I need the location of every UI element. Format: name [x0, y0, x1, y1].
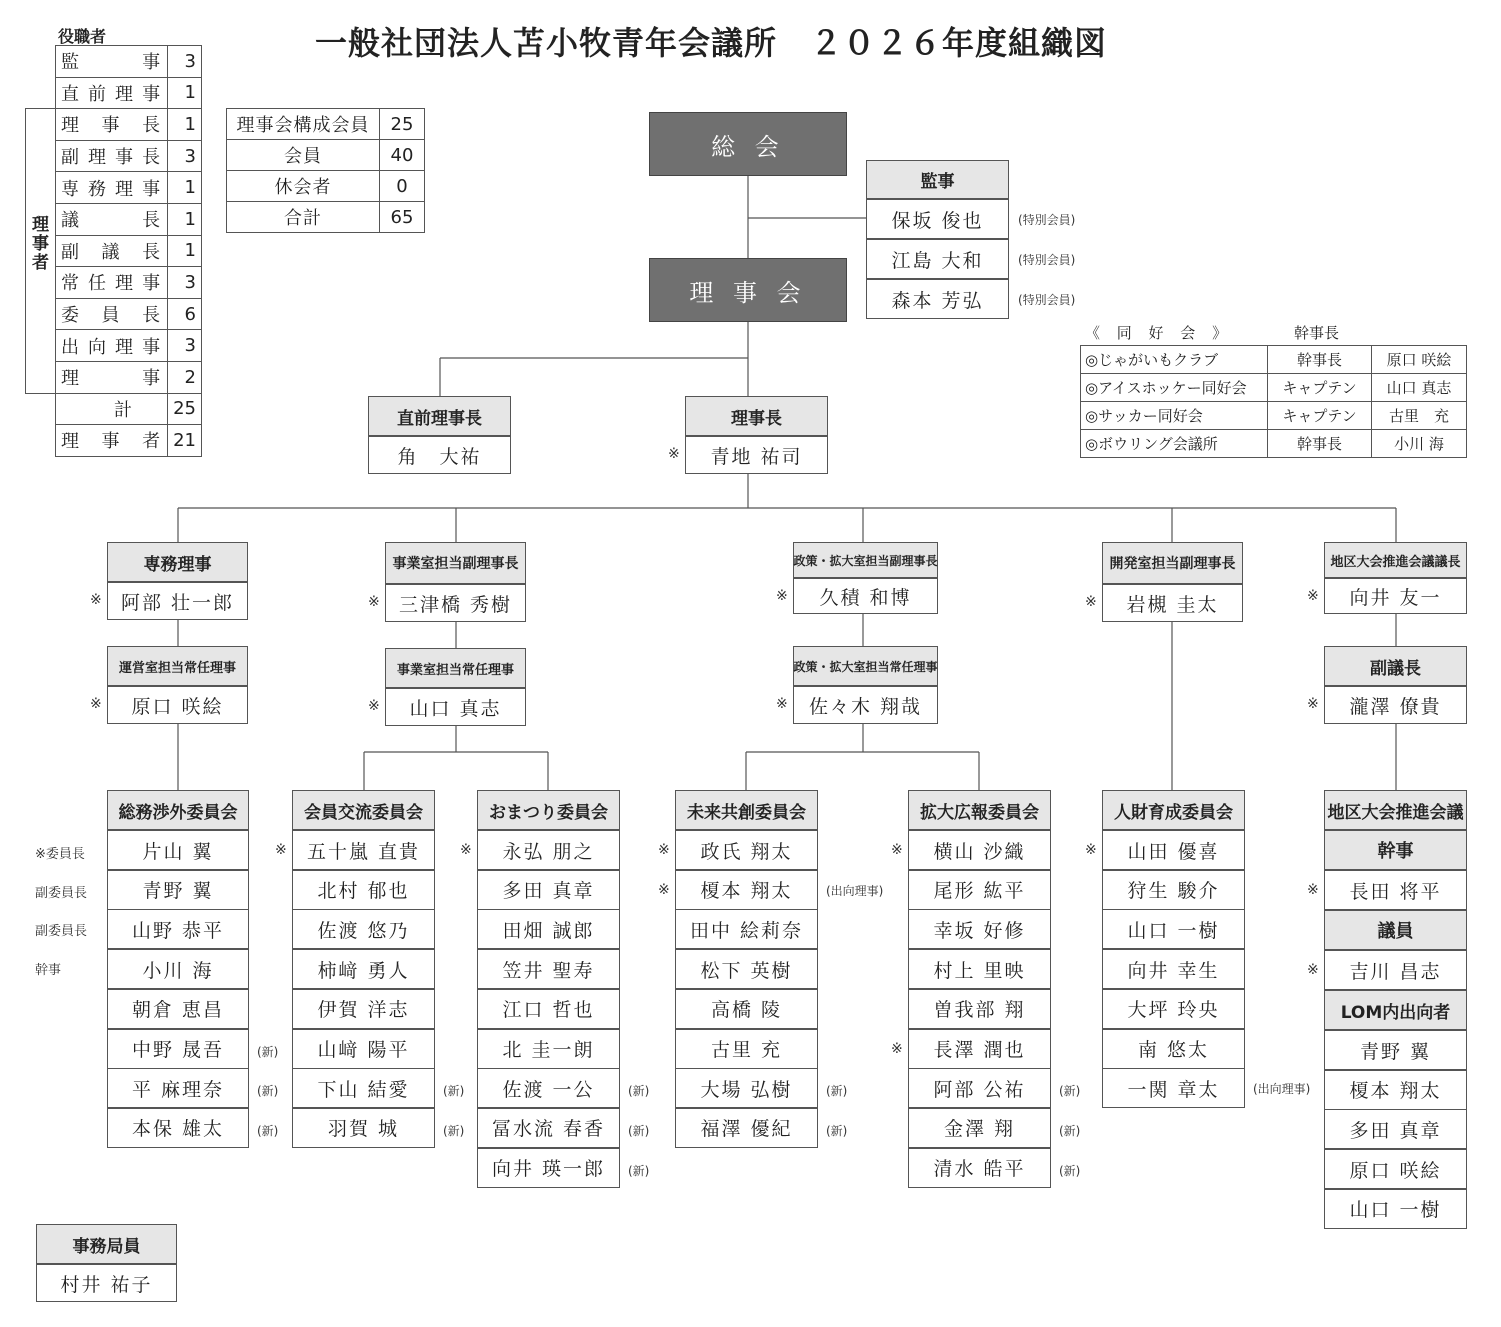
committee-role-label: 幹事: [35, 962, 62, 978]
committee-member: 幸坂 好修: [908, 909, 1051, 949]
annotation-note: (新): [628, 1123, 650, 1138]
roles-row: [56, 203, 202, 235]
committee-member: 山田 優喜: [1102, 830, 1245, 870]
committee-member: 本保 雄太: [107, 1108, 249, 1148]
club-name: ◎じゃがいもクラブ: [1081, 346, 1268, 374]
roles-caption: 役職者: [58, 27, 107, 46]
committee-member: 冨水流 春香: [477, 1108, 620, 1148]
members-table: [226, 108, 425, 233]
annotation-note: (出向理事): [1253, 1082, 1311, 1097]
annotation-note: (新): [826, 1123, 848, 1138]
club-role: キャプテン: [1268, 402, 1372, 430]
chairperson-mark: ※: [891, 1040, 903, 1057]
committee-member: 村上 里映: [908, 949, 1051, 989]
annotation-note: (新): [628, 1084, 650, 1099]
roles-value: 21: [168, 425, 202, 457]
special-member-note: (特別会員): [1018, 293, 1076, 307]
roles-row: [56, 235, 202, 267]
committee-role-label: ※委員長: [35, 847, 85, 862]
col2-sub-header: 事業室担当常任理事: [385, 648, 526, 688]
roles-value: 1: [168, 77, 202, 109]
chairperson-mark: ※: [460, 842, 472, 858]
committee-member: 阿部 公祐: [908, 1068, 1051, 1108]
roles-value: 3: [168, 267, 202, 299]
committee-header: 未来共創委員会: [675, 790, 818, 830]
chairperson-mark: ※: [658, 881, 670, 898]
committee-member: 佐渡 一公: [477, 1068, 620, 1108]
roles-label: 議長: [56, 203, 168, 235]
roles-row: [56, 298, 202, 330]
col3-sub-header: 政策・拡大室担当常任理事: [793, 646, 938, 686]
committee-member: 松下 英樹: [675, 949, 818, 989]
chairperson-mark: ※: [658, 842, 670, 858]
members-row: [227, 140, 425, 171]
committee-member: 大場 弘樹: [675, 1068, 818, 1108]
col3-sub-name: 佐々木 翔哉: [793, 686, 938, 724]
chairperson-mark: ※: [368, 698, 380, 714]
club-person: 山口 真志: [1372, 374, 1467, 402]
committee-member: 田中 絵莉奈: [675, 909, 818, 949]
roles-row: [56, 109, 202, 141]
district-secretary-header: 幹事: [1324, 830, 1467, 870]
annotation-note: (新): [1059, 1084, 1081, 1099]
president-mark: ※: [668, 446, 680, 462]
committee-member: 山野 恭平: [107, 909, 249, 949]
committee-member: 多田 真章: [477, 870, 620, 910]
committee-member: 大坪 玲央: [1102, 989, 1245, 1029]
club-person: 小川 海: [1372, 430, 1467, 458]
col5-top-header: 地区大会推進会議議長: [1324, 542, 1467, 578]
committee-member: 江口 哲也: [477, 989, 620, 1029]
club-role: 幹事長: [1268, 430, 1372, 458]
chairperson-mark: ※: [776, 588, 788, 604]
committee-header: おまつり委員会: [477, 790, 620, 830]
chairperson-mark: ※: [891, 842, 903, 858]
committee-member: 横山 沙織: [908, 830, 1051, 870]
committee-member: 金澤 翔: [908, 1108, 1051, 1148]
committee-member: 下山 結愛: [292, 1068, 435, 1108]
page-title: 一般社団法人苫小牧青年会議所 ２０２６年度組織図: [315, 24, 1108, 62]
col2-sub-name: 山口 真志: [385, 688, 526, 726]
committee-member: 伊賀 洋志: [292, 989, 435, 1029]
roles-value: 1: [168, 172, 202, 204]
annotation-note: (新): [443, 1084, 465, 1099]
chairperson-mark: ※: [1307, 962, 1319, 978]
committee-member: 南 悠太: [1102, 1029, 1245, 1069]
chairperson-mark: ※: [275, 842, 287, 858]
club-name: ◎サッカー同好会: [1081, 402, 1268, 430]
roles-value: 2: [168, 361, 202, 393]
chairperson-mark: ※: [368, 594, 380, 610]
chairperson-mark: ※: [90, 696, 102, 712]
committee-member: 朝倉 恵昌: [107, 989, 249, 1029]
club-row: [1081, 402, 1467, 430]
committee-member: 田畑 誠郎: [477, 909, 620, 949]
roles-row: [56, 46, 202, 78]
auditor-name: 保坂 俊也: [866, 199, 1009, 239]
club-row: [1081, 346, 1467, 374]
committee-member: 尾形 紘平: [908, 870, 1051, 910]
roles-value: 1: [168, 109, 202, 141]
district-header: 地区大会推進会議: [1324, 790, 1467, 830]
annotation-note: (新): [628, 1163, 650, 1178]
roles-value: 1: [168, 203, 202, 235]
members-value: 65: [380, 202, 425, 233]
club-name: ◎アイスホッケー同好会: [1081, 374, 1268, 402]
club-row: [1081, 374, 1467, 402]
committee-member: 山﨑 陽平: [292, 1029, 435, 1069]
committee-member: 清水 皓平: [908, 1148, 1051, 1188]
annotation-note: (新): [1059, 1163, 1081, 1178]
annotation-note: (新): [257, 1084, 279, 1099]
special-member-note: (特別会員): [1018, 213, 1076, 227]
chairperson-mark: ※: [1307, 696, 1319, 712]
annotation-note: (新): [826, 1084, 848, 1099]
general-assembly-box: 総 会: [649, 112, 847, 176]
special-member-note: (特別会員): [1018, 253, 1076, 267]
col5-sub-header: 副議長: [1324, 646, 1467, 686]
club-person: 古里 充: [1372, 402, 1467, 430]
roles-value: 6: [168, 298, 202, 330]
committee-member: 長澤 潤也: [908, 1029, 1051, 1069]
roles-label: 出向理事: [56, 330, 168, 362]
committee-member: 狩生 駿介: [1102, 870, 1245, 910]
roles-label: 計: [56, 393, 168, 425]
president-header: 理事長: [685, 396, 828, 436]
roles-row: [56, 77, 202, 109]
members-value: 40: [380, 140, 425, 171]
chairperson-mark: ※: [776, 696, 788, 712]
col3-top-name: 久積 和博: [793, 578, 938, 614]
district-secretary: 長田 将平: [1324, 870, 1467, 910]
auditor-name: 森本 芳弘: [866, 279, 1009, 319]
roles-row: [56, 330, 202, 362]
committee-header: 人財育成委員会: [1102, 790, 1245, 830]
committee-member: 北 圭一朗: [477, 1029, 620, 1069]
roles-row: [56, 393, 202, 425]
roles-label: 監事: [56, 46, 168, 78]
roles-row: [56, 140, 202, 172]
col3-top-header: 政策・拡大室担当副理事長: [793, 542, 938, 578]
roles-label: 副議長: [56, 235, 168, 267]
roles-table: [55, 45, 202, 457]
committee-member: 向井 瑛一郎: [477, 1148, 620, 1188]
col1-sub-header: 運営室担当常任理事: [107, 646, 248, 686]
col5-sub-name: 瀧澤 僚貴: [1324, 686, 1467, 724]
district-member-header: 議員: [1324, 910, 1467, 950]
committee-member: 佐渡 悠乃: [292, 909, 435, 949]
roles-label: 専務理事: [56, 172, 168, 204]
col2-top-name: 三津橋 秀樹: [385, 584, 526, 622]
roles-value: 3: [168, 46, 202, 78]
roles-row: [56, 361, 202, 393]
members-row: [227, 171, 425, 202]
committee-member: 北村 郁也: [292, 870, 435, 910]
lom-member: 多田 真章: [1324, 1109, 1467, 1149]
chairperson-mark: ※: [90, 592, 102, 608]
roles-label: 委員長: [56, 298, 168, 330]
committee-member: 政氏 翔太: [675, 830, 818, 870]
chairperson-mark: ※: [1307, 882, 1319, 898]
clubs-table: [1080, 345, 1467, 458]
col4-top-name: 岩槻 圭太: [1102, 584, 1243, 622]
members-value: 25: [380, 109, 425, 140]
committee-member: 五十嵐 直貴: [292, 830, 435, 870]
district-member: 吉川 昌志: [1324, 950, 1467, 990]
past-president-header: 直前理事長: [368, 396, 511, 436]
roles-label: 理事: [56, 361, 168, 393]
roles-row: [56, 172, 202, 204]
office-header: 事務局員: [36, 1224, 177, 1264]
roles-label: 理事長: [56, 109, 168, 141]
chairperson-mark: ※: [1085, 842, 1097, 858]
members-label: 休会者: [227, 171, 380, 202]
annotation-note: (新): [257, 1123, 279, 1138]
committee-member: 山口 一樹: [1102, 909, 1245, 949]
roles-value: 3: [168, 330, 202, 362]
committee-member: 古里 充: [675, 1029, 818, 1069]
clubs-caption: 《 同 好 会 》: [1085, 324, 1234, 342]
committee-member: 羽賀 城: [292, 1108, 435, 1148]
members-value: 0: [380, 171, 425, 202]
club-row: [1081, 430, 1467, 458]
lom-member: 原口 咲絵: [1324, 1149, 1467, 1189]
committee-member: 小川 海: [107, 949, 249, 989]
directors-label: 理事者: [28, 215, 48, 272]
roles-row: [56, 267, 202, 299]
annotation-note: (新): [1059, 1123, 1081, 1138]
annotation-note: (新): [257, 1044, 279, 1059]
roles-label: 副理事長: [56, 140, 168, 172]
committee-role-label: 副委員長: [35, 924, 88, 940]
committee-member: 平 麻理奈: [107, 1068, 249, 1108]
annotation-note: (新): [443, 1123, 465, 1138]
roles-row: [56, 425, 202, 457]
committee-member: 榎本 翔太: [675, 870, 818, 910]
committee-member: 一関 章太: [1102, 1068, 1245, 1108]
club-name: ◎ボウリング会議所: [1081, 430, 1268, 458]
board-box: 理 事 会: [649, 258, 847, 322]
col1-top-header: 専務理事: [107, 542, 248, 582]
committee-member: 福澤 優紀: [675, 1108, 818, 1148]
members-label: 会員: [227, 140, 380, 171]
club-person: 原口 咲絵: [1372, 346, 1467, 374]
col1-top-name: 阿部 壮一郎: [107, 582, 248, 620]
club-role: キャプテン: [1268, 374, 1372, 402]
members-label: 合計: [227, 202, 380, 233]
members-label: 理事会構成会員: [227, 109, 380, 140]
roles-label: 理事者: [56, 425, 168, 457]
committee-member: 青野 翼: [107, 870, 249, 910]
committee-member: 永弘 朋之: [477, 830, 620, 870]
committee-member: 向井 幸生: [1102, 949, 1245, 989]
chairperson-mark: ※: [1307, 588, 1319, 604]
committee-member: 中野 晟吾: [107, 1029, 249, 1069]
clubs-caption-secondary: 幹事長: [1294, 324, 1340, 342]
col5-top-name: 向井 友一: [1324, 578, 1467, 614]
office-name: 村井 祐子: [36, 1264, 177, 1302]
club-role: 幹事長: [1268, 346, 1372, 374]
chairperson-mark: ※: [1085, 594, 1097, 610]
president-name: 青地 祐司: [685, 436, 828, 474]
auditor-header: 監事: [866, 160, 1009, 199]
roles-label: 常任理事: [56, 267, 168, 299]
annotation-note: (出向理事): [826, 883, 884, 898]
roles-value: 3: [168, 140, 202, 172]
roles-value: 1: [168, 235, 202, 267]
members-row: [227, 109, 425, 140]
committee-member: 片山 翼: [107, 830, 249, 870]
col4-top-header: 開発室担当副理事長: [1102, 542, 1243, 584]
committee-role-label: 副委員長: [35, 885, 88, 901]
past-president-name: 角 大祐: [368, 436, 511, 474]
lom-member: 榎本 翔太: [1324, 1070, 1467, 1110]
col2-top-header: 事業室担当副理事長: [385, 542, 526, 584]
committee-member: 笠井 聖寿: [477, 949, 620, 989]
members-row: [227, 202, 425, 233]
committee-member: 曽我部 翔: [908, 989, 1051, 1029]
committee-header: 拡大広報委員会: [908, 790, 1051, 830]
roles-label: 直前理事: [56, 77, 168, 109]
committee-member: 高橋 陵: [675, 989, 818, 1029]
lom-member: 山口 一樹: [1324, 1189, 1467, 1229]
committee-member: 柿﨑 勇人: [292, 949, 435, 989]
col1-sub-name: 原口 咲絵: [107, 686, 248, 724]
roles-value: 25: [168, 393, 202, 425]
lom-header: LOM内出向者: [1324, 990, 1467, 1030]
auditor-name: 江島 大和: [866, 239, 1009, 279]
lom-member: 青野 翼: [1324, 1030, 1467, 1070]
committee-header: 総務渉外委員会: [107, 790, 249, 830]
committee-header: 会員交流委員会: [292, 790, 435, 830]
